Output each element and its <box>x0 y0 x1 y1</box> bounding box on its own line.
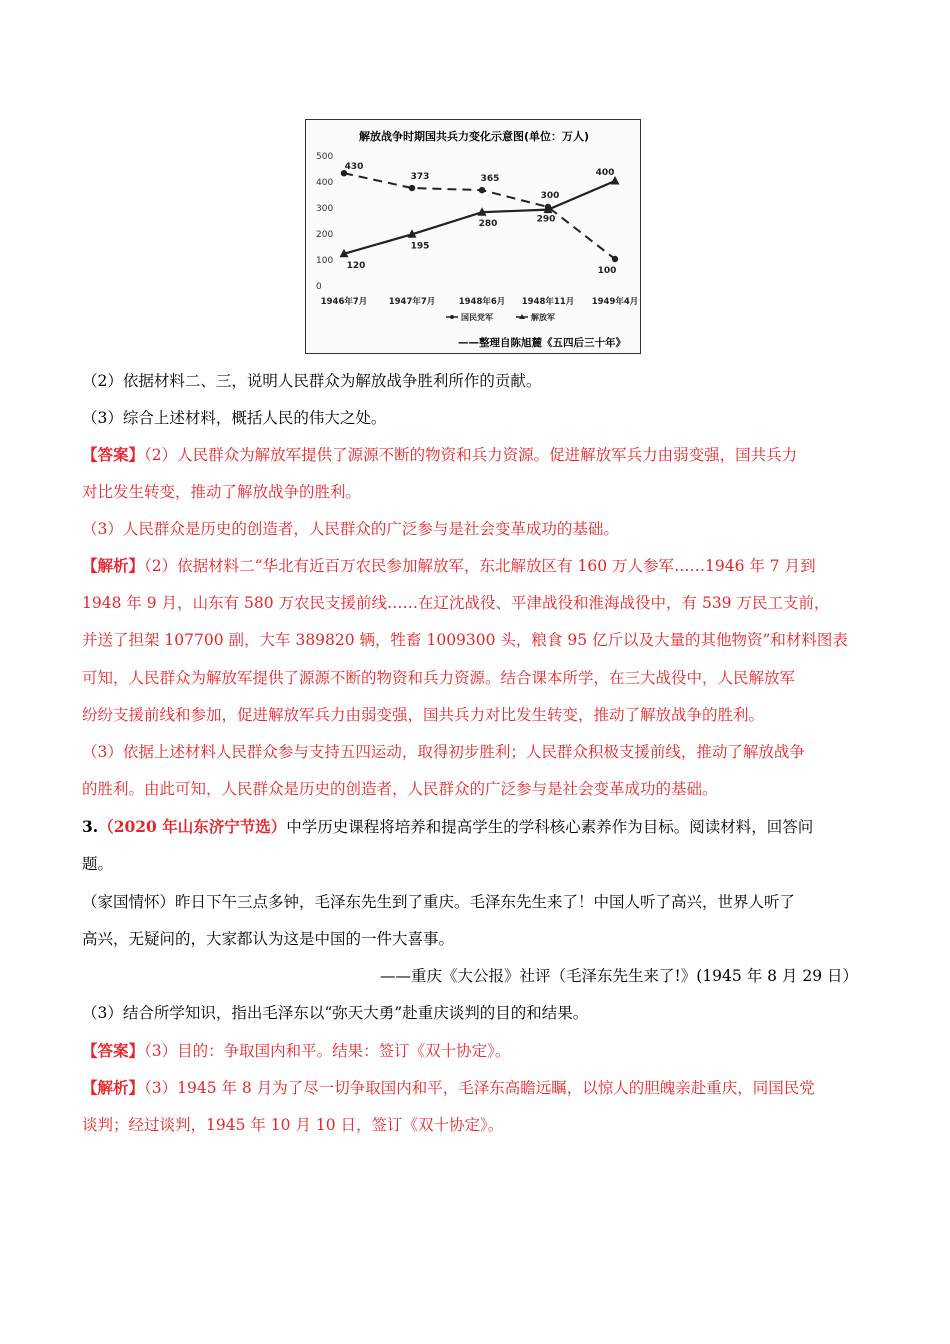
analysis-3-3-line1 <box>82 1076 815 1100</box>
x-tick-label: 1949年4月 <box>591 297 639 307</box>
analysis-2-line3: 并送了担架 107700 副，大车 389820 辆，牲畜 1009300 头，粮食 95 亿斤以及大量的其他物资”和材料图表 <box>82 631 848 649</box>
analysis-tag: 【解析】 <box>82 1078 145 1097</box>
legend-label: 国民党军 <box>461 313 493 322</box>
answer-3-3 <box>82 1039 510 1063</box>
x-tick-label: 1946年7月 <box>320 297 368 307</box>
question-3-text: 中学历史课程将培养和提高学生的学科核心素养作为目标。阅读材料，回答问 <box>286 818 814 836</box>
data-label: 120 <box>346 260 366 271</box>
answer-2-text: （2）人民群众为解放军提供了源源不断的物资和兵力资源。促进解放军兵力由弱变强，国共兵力 <box>144 446 798 464</box>
data-label: 400 <box>595 168 615 178</box>
question-3-intro <box>82 815 813 839</box>
material-source: ——重庆《大公报》社评（毛泽东先生来了!》(1945 年 8 月 29 日） <box>380 967 858 985</box>
kmt-point <box>409 185 415 191</box>
y-tick-label: 400 <box>316 178 334 188</box>
y-tick-label: 500 <box>316 152 334 162</box>
analysis-3-line1: （3）依据上述材料人民群众参与支持五四运动，取得初步胜利；人民群众积极支援前线，推动了解放战争 <box>82 743 805 761</box>
data-label: 280 <box>478 219 498 230</box>
analysis-2-line4: 可知，人民群众为解放军提供了源源不断的物资和兵力资源。结合课本所学，在三大战役中，人民解放军 <box>82 669 796 687</box>
analysis-3-3-line2: 谈判；经过谈判，1945 年 10 月 10 日，签订《双十协定》。 <box>82 1116 504 1134</box>
kmt-point <box>612 256 618 262</box>
y-tick-label: 100 <box>316 256 334 266</box>
answer-2-line2: 对比发生转变，推动了解放战争的胜利。 <box>82 483 362 501</box>
y-tick-label: 200 <box>316 230 334 240</box>
material-line1: （家国情怀）昨日下午三点多钟，毛泽东先生到了重庆。毛泽东先生来了！中国人听了高兴，世界人听了 <box>82 893 796 911</box>
y-tick-label: 0 <box>316 282 322 292</box>
troop-strength-chart <box>305 119 641 354</box>
analysis-2-line2: 1948 年 9 月，山东有 580 万农民支援前线……在辽沈战役、平津战役和淮海战役中，有 539 万民工支前， <box>82 594 830 612</box>
question-number: 3. <box>82 817 99 836</box>
data-label: 365 <box>480 174 500 185</box>
data-label: 430 <box>344 162 364 173</box>
analysis-3-line2: 的胜利。由此可知，人民群众是历史的创造者，人民群众的广泛参与是社会变革成功的基础。 <box>82 780 718 798</box>
analysis-tag: 【解析】 <box>82 556 145 575</box>
answer-2-line1 <box>82 443 797 467</box>
legend-marker <box>450 315 454 319</box>
data-label: 373 <box>410 172 430 183</box>
analysis-2-line5: 纷纷支援前线和参加，促进解放军兵力由弱变强，国共兵力对比发生转变，推动了解放战争的胜利。 <box>82 706 765 724</box>
data-label: 100 <box>597 266 617 276</box>
analysis-2-text: （2）依据材料二“华北有近百万农民参加解放军，东北解放区有 160 万人参军……1946 年 7 月到 <box>144 557 816 575</box>
material-line2: 高兴，无疑问的，大家都认为这是中国的一件大喜事。 <box>82 930 455 948</box>
question-3-text-cont: 题。 <box>82 855 114 873</box>
answer-3: （3）人民群众是历史的创造者，人民群众的广泛参与是社会变革成功的基础。 <box>82 520 619 538</box>
x-tick-label: 1948年6月 <box>458 297 506 307</box>
question-3-3: （3）结合所学知识，指出毛泽东以“弥天大勇”赴重庆谈判的目的和结果。 <box>82 1004 589 1022</box>
y-tick-label: 300 <box>316 204 334 214</box>
analysis-3-3-text: （3）1945 年 8 月为了尽一切争取国内和平，毛泽东高瞻远瞩，以惊人的胆魄亲赴重庆，同国民党 <box>144 1079 815 1097</box>
answer-tag: 【答案】 <box>82 1041 145 1060</box>
answer-tag: 【答案】 <box>82 445 145 464</box>
kmt-series-line <box>344 173 615 259</box>
answer-3-3-text: （3）目的：争取国内和平。结果：签订《双十协定》。 <box>144 1042 511 1060</box>
x-tick-label: 1947年7月 <box>388 297 436 307</box>
analysis-2-line1 <box>82 554 816 578</box>
question-2: （2）依据材料二、三，说明人民群众为解放战争胜利所作的贡献。 <box>82 372 542 390</box>
question-3: （3）综合上述材料，概括人民的伟大之处。 <box>82 409 387 427</box>
x-tick-label: 1948年11月 <box>521 297 575 307</box>
data-label: 300 <box>540 191 560 201</box>
kmt-point <box>479 187 485 193</box>
data-label: 290 <box>536 214 556 225</box>
legend-label: 解放军 <box>531 313 555 322</box>
data-label: 195 <box>410 241 430 252</box>
question-source: （2020 年山东济宁节选） <box>98 817 287 836</box>
chart-source: ——整理自陈旭麓《五四后三十年》 <box>458 337 626 349</box>
chart-canvas <box>306 120 642 355</box>
chart-title: 解放战争时期国共兵力变化示意图(单位：万人) <box>358 130 590 143</box>
